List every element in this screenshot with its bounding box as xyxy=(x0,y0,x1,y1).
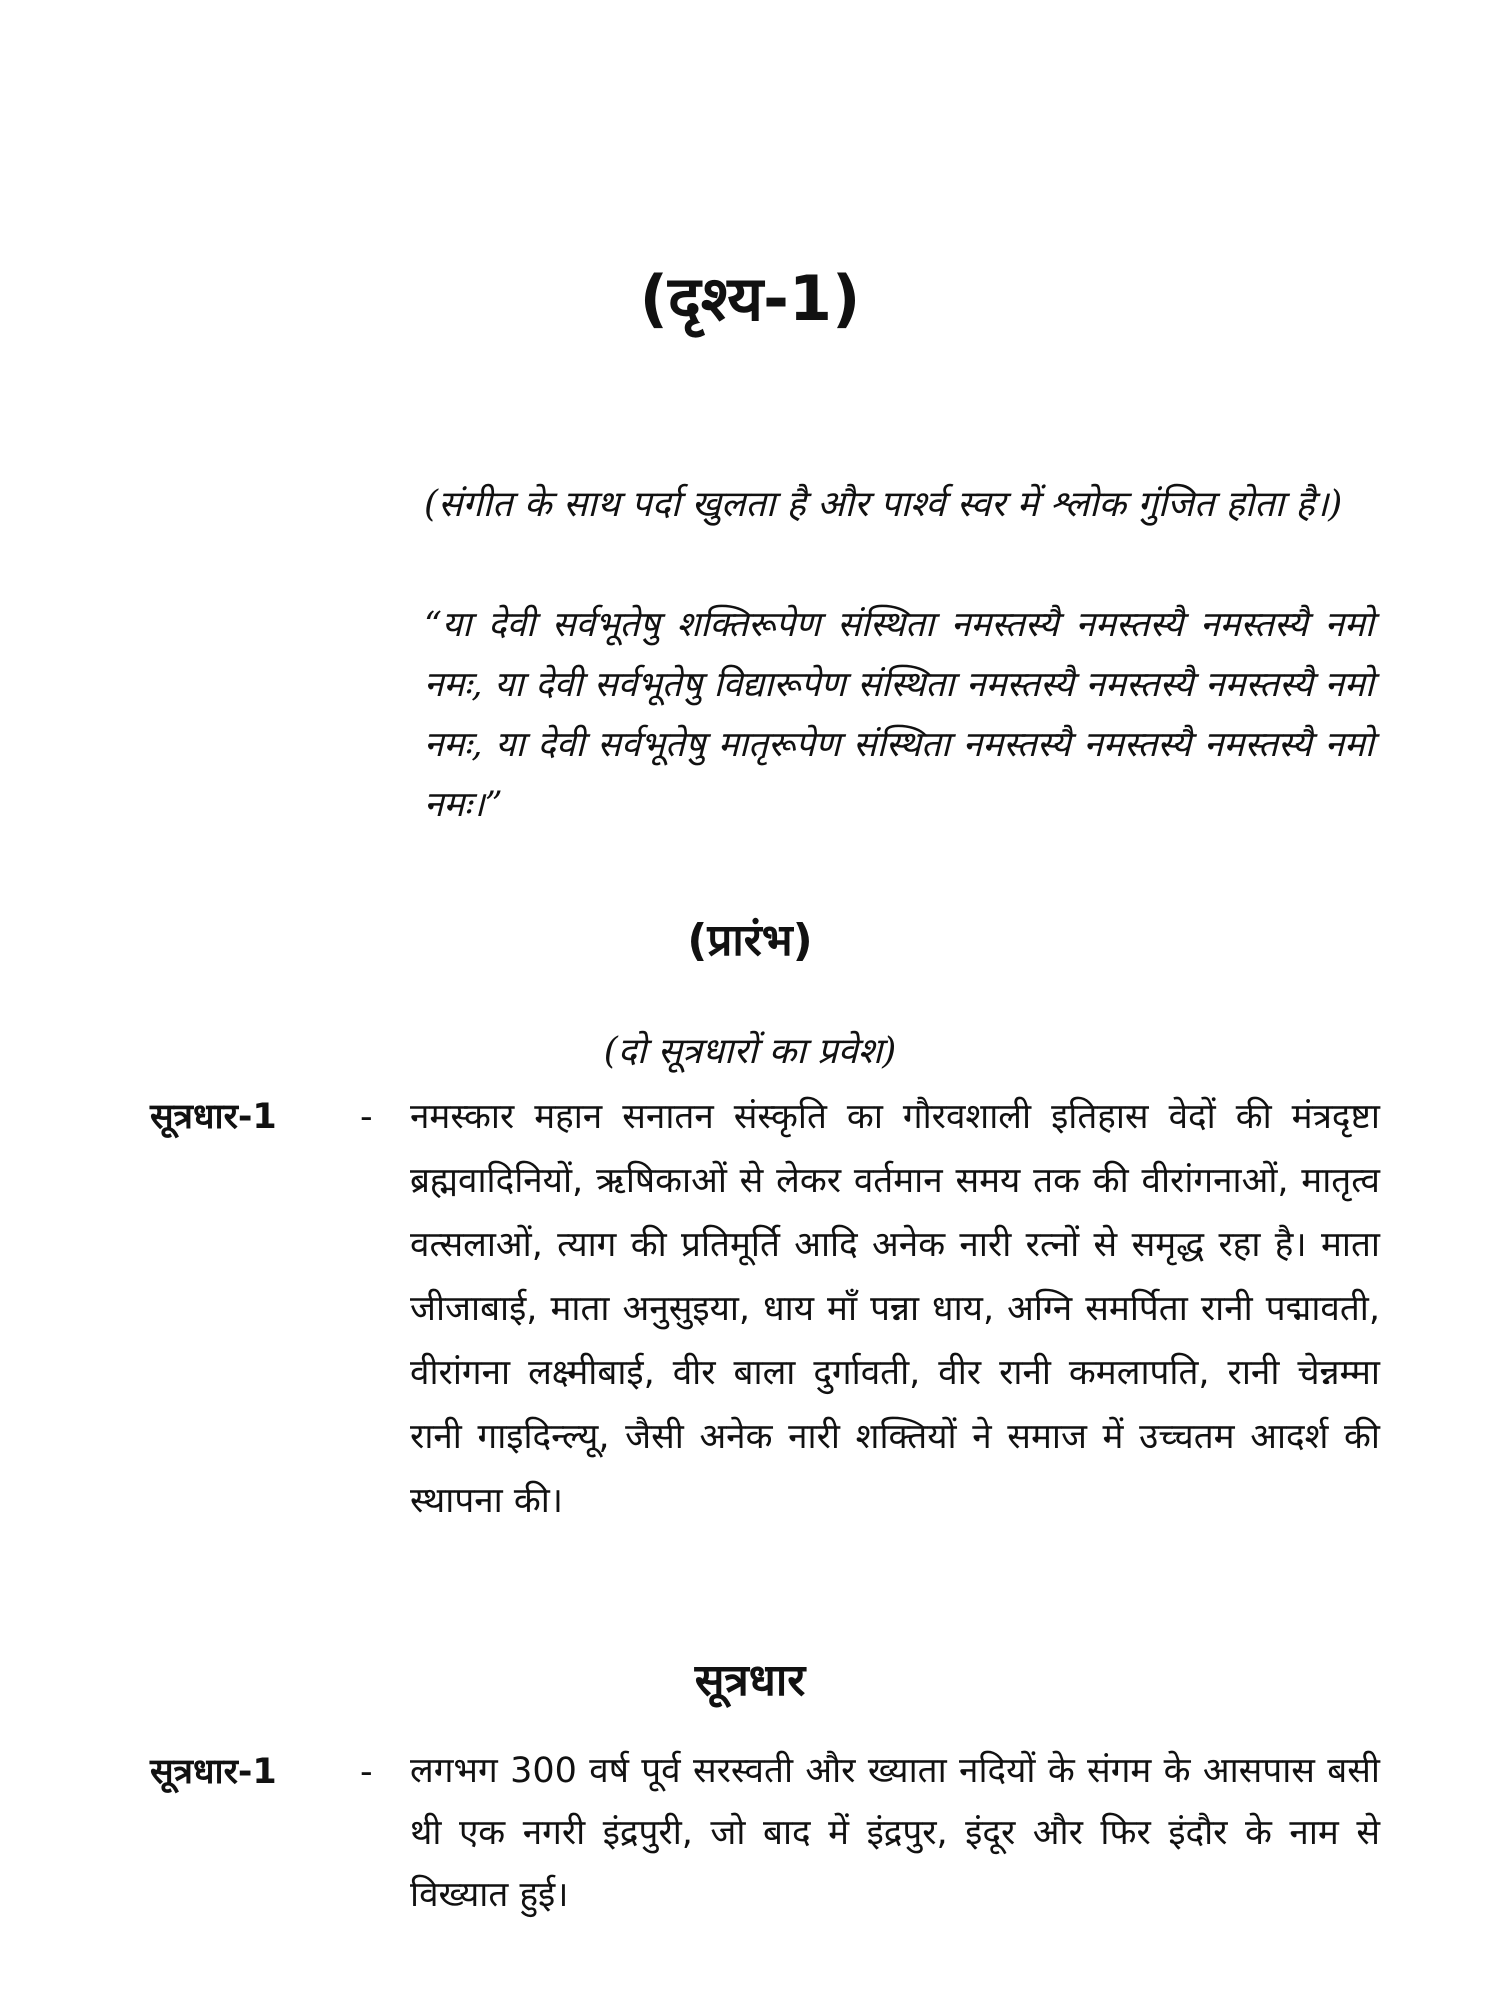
speaker-label: सूत्रधार-1 xyxy=(150,1752,277,1792)
section-heading-sutradhar: सूत्रधार xyxy=(694,1655,806,1706)
section-heading-prarambh: (प्रारंभ) xyxy=(687,915,813,966)
dialogue-block-1 xyxy=(150,1085,1380,1533)
opening-stage-direction: (संगीत के साथ पर्दा खुलता है और पार्श्व स्वर में श्लोक गुंजित होता है।) xyxy=(424,484,1343,525)
speaker-dash: - xyxy=(360,1752,373,1792)
entry-stage-direction: (दो सूत्रधारों का प्रवेश) xyxy=(603,1031,897,1072)
dialogue-text: लगभग 300 वर्ष पूर्व सरस्वती और ख्याता नदियों के संगम के आसपास बसी थी एक नगरी इंद्रपुरी, जो बाद में इंद्रपुर, इंदूर और फिर इंदौर के नाम से विख्यात हुई। xyxy=(410,1751,1380,1915)
dialogue-block-2 xyxy=(150,1740,1380,1926)
speaker-label: सूत्रधार-1 xyxy=(150,1097,277,1137)
scene-title: (दृश्य-1) xyxy=(639,262,861,335)
shloka-text: “या देवी सर्वभूतेषु शक्तिरूपेण संस्थिता नमस्तस्यै नमस्तस्यै नमस्तस्यै नमो नमः, या देवी सर्वभूतेषु विद्यारूपेण संस्थिता नमस्तस्यै नमस्तस्यै नमस्तस्यै नमो नमः, या देवी सर्वभूतेषु मातृरूपेण संस्थिता नमस्तस्यै नमस्तस्यै नमस्तस्यै नमो नमः।” xyxy=(424,605,1374,825)
speaker-dash: - xyxy=(360,1097,373,1137)
dialogue-text: नमस्कार महान सनातन संस्कृति का गौरवशाली इतिहास वेदों की मंत्रदृष्टा ब्रह्मवादिनियों, ऋषिकाओं से लेकर वर्तमान समय तक की वीरांगनाओं, मातृत्व वत्सलाओं, त्याग की प्रतिमूर्ति आदि अनेक नारी रत्नों से समृद्ध रहा है। माता जीजाबाई, माता अनुसुइया, धाय माँ पन्ना धाय, अग्नि समर्पिता रानी पद्मावती, वीरांगना लक्ष्मीबाई, वीर बाला दुर्गावती, वीर रानी कमलापति, रानी चेन्नम्मा रानी गाइदिन्ल्यू, जैसी अनेक नारी शक्तियों ने समाज में उच्चतम आदर्श की स्थापना की। xyxy=(410,1097,1380,1521)
